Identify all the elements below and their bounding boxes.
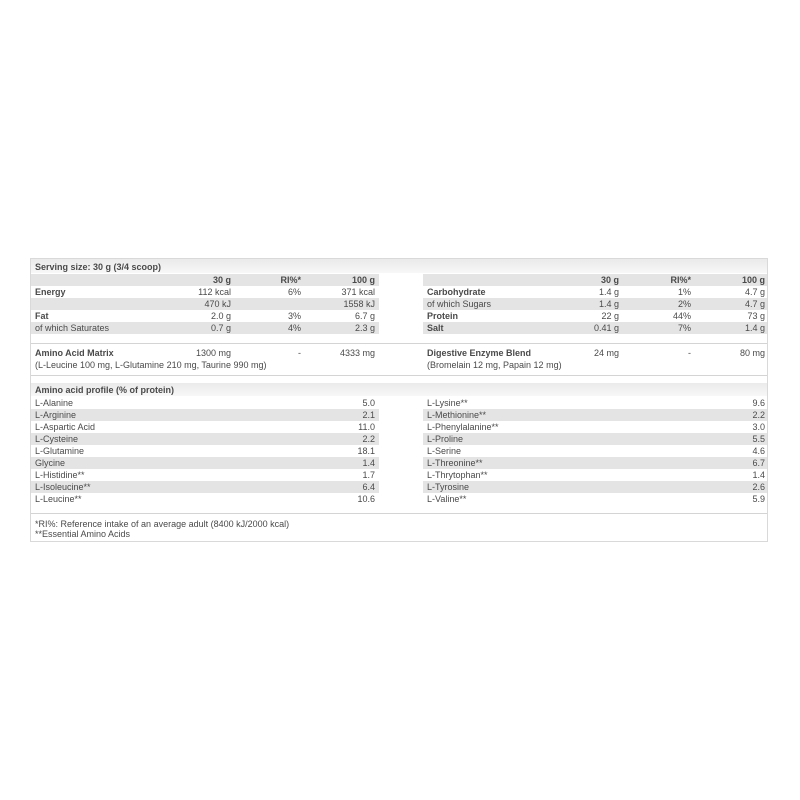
list-item: L-Isoleucine** 6.4 (35, 482, 375, 492)
divider (31, 343, 767, 344)
list-item: L-Thrytophan** 1.4 (427, 470, 765, 480)
left-column-header: 30 g RI%* 100 g (212, 275, 375, 285)
amino-profile-title: Amino acid profile (% of protein) (35, 385, 174, 395)
nutrition-row-sugars: of which Sugars 1.4 g 2% 4.7 g (427, 299, 765, 309)
list-item: L-Lysine** 9.6 (427, 398, 765, 408)
serving-size: Serving size: 30 g (3/4 scoop) (35, 262, 162, 272)
list-item: L-Tyrosine 2.6 (427, 482, 765, 492)
list-item: L-Cysteine 2.2 (35, 434, 375, 444)
amino-acid-matrix-detail: (L-Leucine 100 mg, L-Glutamine 210 mg, Taurine 990 mg) (35, 360, 267, 370)
list-item: L-Proline 5.5 (427, 434, 765, 444)
list-item: L-Leucine** 10.6 (35, 494, 375, 504)
nutrition-facts-table (30, 258, 768, 542)
list-item: L-Aspartic Acid 11.0 (35, 422, 375, 432)
nutrition-row-energy-kcal: Energy 112 kcal 6% 371 kcal (35, 287, 375, 297)
list-item: L-Alanine 5.0 (35, 398, 375, 408)
divider (31, 375, 767, 376)
footnote-essential: **Essential Amino Acids (35, 529, 131, 539)
footnote-ri: *RI%: Reference intake of an average adult (8400 kJ/2000 kcal) (35, 519, 290, 529)
list-item: L-Glutamine 18.1 (35, 446, 375, 456)
nutrition-row-fat: Fat 2.0 g 3% 6.7 g (35, 311, 375, 321)
list-item: Glycine 1.4 (35, 458, 375, 468)
right-column-header: 30 g RI%* 100 g (600, 275, 765, 285)
nutrition-row-saturates: of which Saturates 0.7 g 4% 2.3 g (35, 323, 375, 333)
divider (31, 513, 767, 514)
list-item: L-Valine** 5.9 (427, 494, 765, 504)
nutrition-row-salt: Salt 0.41 g 7% 1.4 g (427, 323, 765, 333)
nutrition-row-energy-kj: 470 kJ 1558 kJ (204, 299, 375, 309)
list-item: L-Arginine 2.1 (35, 410, 375, 420)
list-item: L-Threonine** 6.7 (427, 458, 765, 468)
list-item: L-Histidine** 1.7 (35, 470, 375, 480)
digestive-enzyme-blend-detail: (Bromelain 12 mg, Papain 12 mg) (427, 360, 562, 370)
digestive-enzyme-blend-row: Digestive Enzyme Blend 24 mg - 80 mg (427, 348, 765, 358)
list-item: L-Serine 4.6 (427, 446, 765, 456)
nutrition-row-protein: Protein 22 g 44% 73 g (427, 311, 765, 321)
nutrition-row-carbohydrate: Carbohydrate 1.4 g 1% 4.7 g (427, 287, 765, 297)
list-item: L-Phenylalanine** 3.0 (427, 422, 765, 432)
list-item: L-Methionine** 2.2 (427, 410, 765, 420)
amino-acid-matrix-row: Amino Acid Matrix 1300 mg - 4333 mg (35, 348, 375, 358)
